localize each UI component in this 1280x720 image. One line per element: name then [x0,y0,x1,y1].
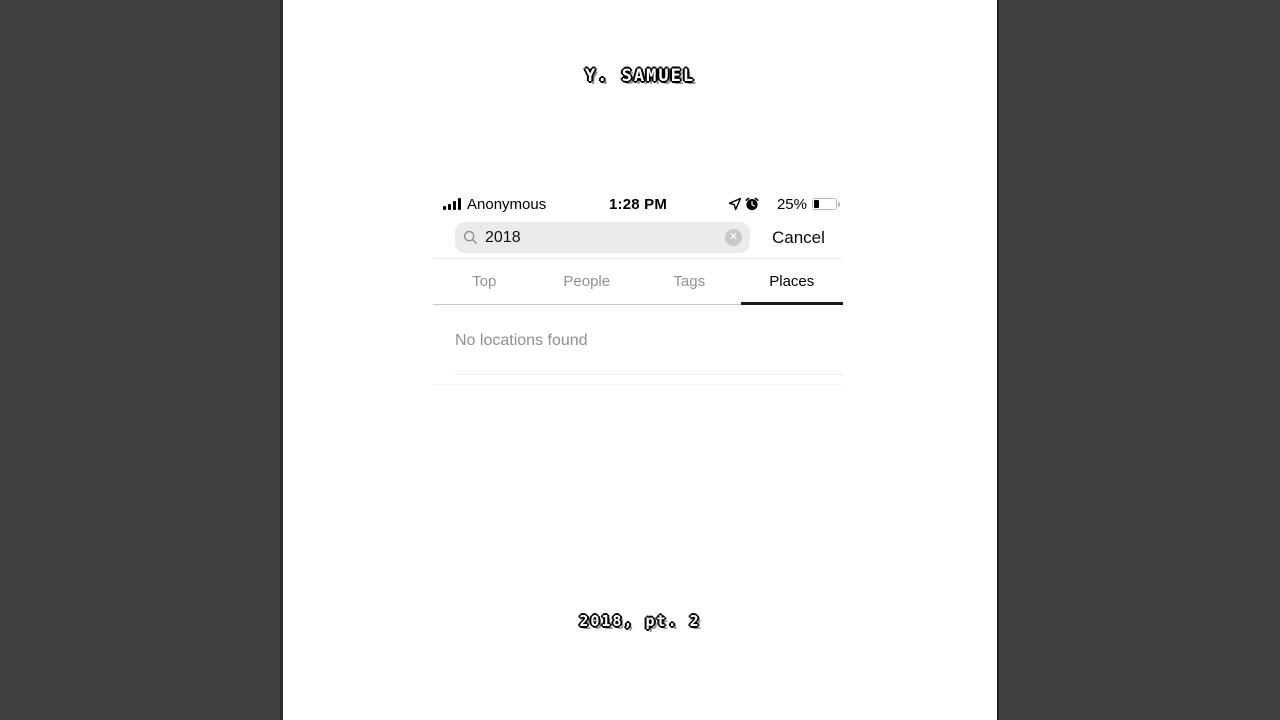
search-icon [463,230,478,245]
search-query-text: 2018 [485,228,521,246]
search-tab-bar [433,258,843,305]
carrier-label: Anonymous [467,195,547,213]
clock-time: 1:28 PM [608,195,668,213]
video-content [283,0,997,720]
phone-screenshot [433,194,843,394]
battery-icon [812,198,837,210]
location-arrow-icon [728,197,742,211]
tab-places[interactable]: Places [741,259,844,304]
status-right [728,196,837,213]
search-input[interactable] [455,222,750,253]
search-row [455,222,830,253]
tab-top[interactable]: Top [472,273,497,290]
alarm-clock-icon [745,197,759,211]
right-letterbox [996,0,1280,720]
clear-search-button[interactable]: ✕ [725,229,742,246]
video-caption: 2018, pt. 2 [579,612,701,630]
table-end-separator [433,384,843,385]
battery-percent: 25% [776,195,807,213]
row-separator [455,374,843,375]
video-title: Y. SAMUEL [584,66,696,86]
tab-tags[interactable]: Tags [673,273,706,290]
tab-people[interactable]: People [563,273,611,290]
empty-state-message: No locations found [455,332,588,349]
cancel-button[interactable]: Cancel [772,227,825,247]
left-letterbox [0,0,283,720]
status-bar [433,194,843,214]
